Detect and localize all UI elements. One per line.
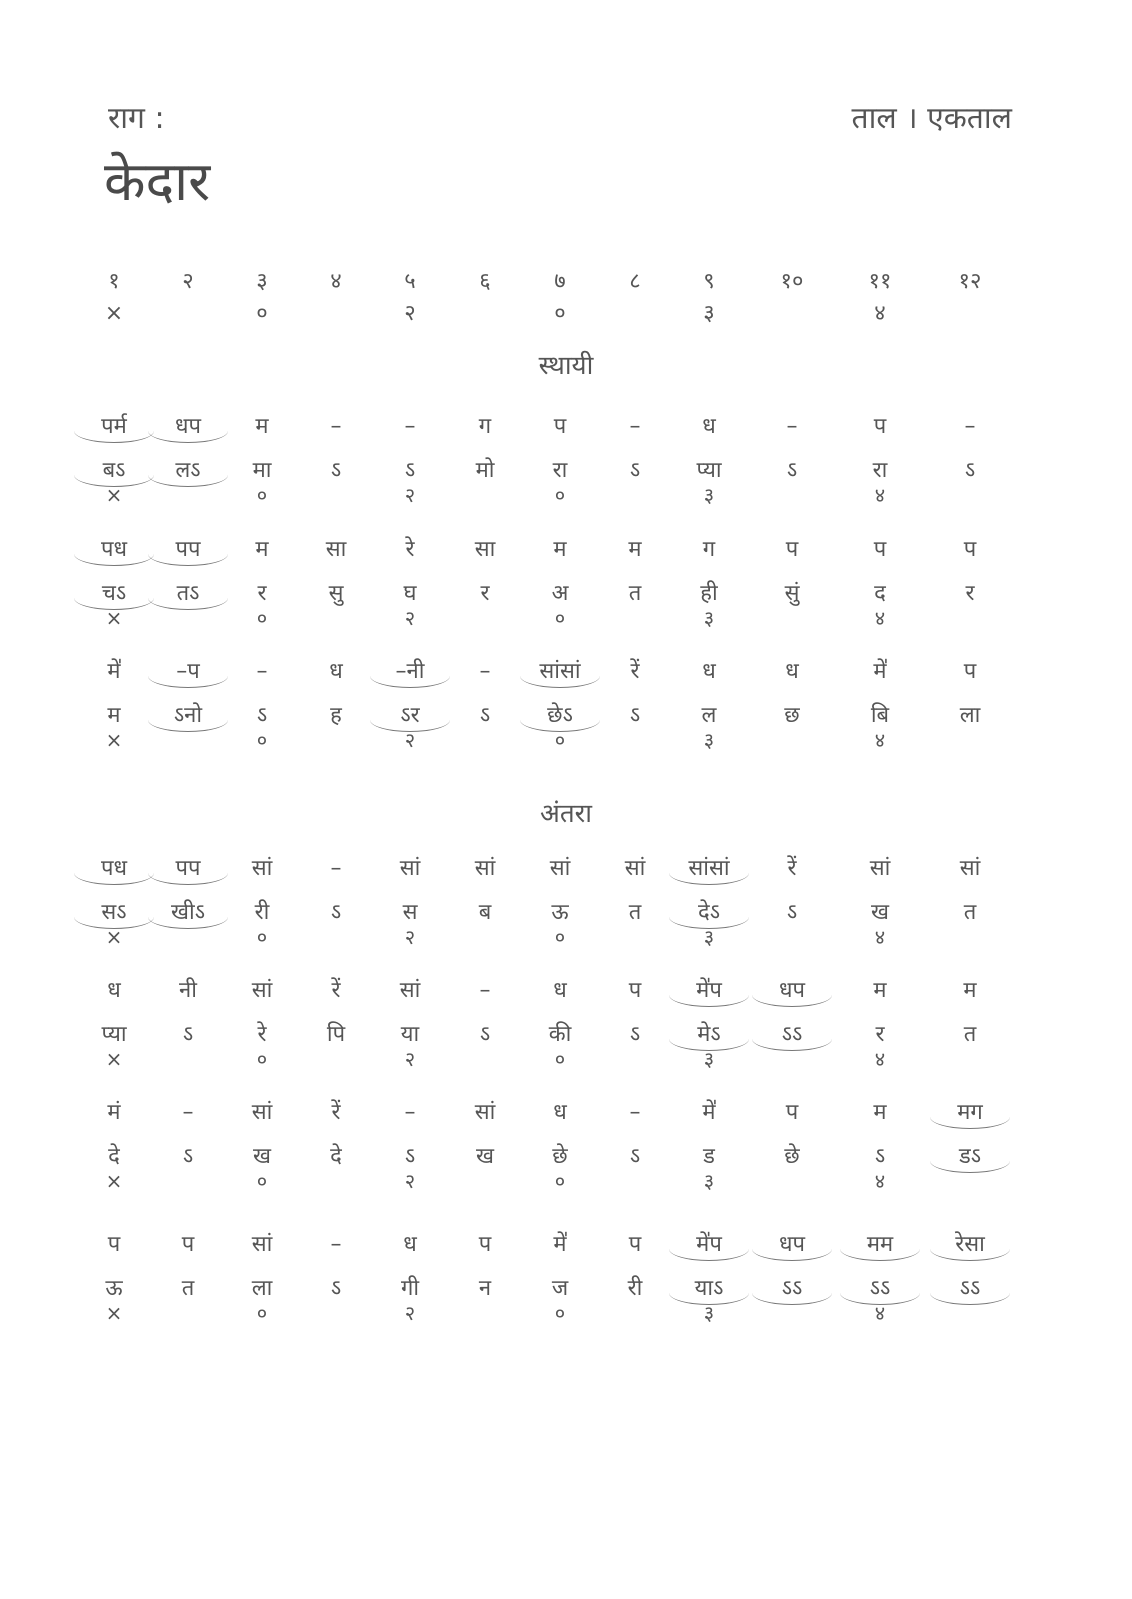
taal-mark: ० xyxy=(256,606,268,630)
bol-syllable: री xyxy=(254,900,270,925)
swar-note: रें xyxy=(331,1100,341,1125)
taal-mark: ३ xyxy=(703,483,715,507)
taal-mark: ० xyxy=(554,483,566,507)
beat-number: ९ xyxy=(703,269,715,294)
taal-mark: ० xyxy=(256,925,268,949)
taal-mark: २ xyxy=(404,1169,416,1193)
swar-note: रें xyxy=(630,659,640,684)
swar-note: ध xyxy=(553,1100,567,1125)
beat-number: १२ xyxy=(958,269,982,294)
swar-note: मे॑ xyxy=(702,1100,716,1125)
swar-note: म xyxy=(873,978,887,1003)
taal-mark: ४ xyxy=(874,1301,886,1325)
swar-note: मे॑ xyxy=(873,659,887,684)
bol-syllable: ला xyxy=(959,703,981,728)
beat-number: ५ xyxy=(404,269,416,294)
bol-syllable: मो xyxy=(475,458,495,483)
taal-mark: २ xyxy=(404,606,416,630)
swar-note: –नी xyxy=(370,658,450,688)
taal-mark: × xyxy=(105,1047,123,1071)
swar-note: सां xyxy=(474,1100,496,1125)
swar-note: रे xyxy=(405,537,415,562)
taal-mark: ० xyxy=(554,1047,566,1071)
bol-syllable: र xyxy=(257,581,267,606)
bol-syllable: त xyxy=(963,900,977,925)
swar-note: – xyxy=(964,414,976,439)
taal-mark: २ xyxy=(404,483,416,507)
swar-note: म xyxy=(628,537,642,562)
swar-row xyxy=(0,658,1132,688)
swar-note: नी xyxy=(179,978,197,1003)
bol-syllable: ऽ xyxy=(629,1144,641,1169)
bol-syllable: न xyxy=(478,1276,492,1301)
swar-note: सां xyxy=(399,978,421,1003)
bol-syllable: द xyxy=(874,581,886,606)
taal-mark: ४ xyxy=(874,301,886,326)
beat-number: ७ xyxy=(554,269,566,294)
taal-mark: ० xyxy=(256,728,268,752)
bol-syllable: ऽ xyxy=(629,703,641,728)
bol-syllable: त xyxy=(628,581,642,606)
beat-number: ८ xyxy=(629,269,641,294)
beat-number: २ xyxy=(182,269,194,294)
bol-syllable: ऽ xyxy=(182,1022,194,1047)
bol-syllable: याऽ xyxy=(669,1275,749,1305)
swar-note: सां xyxy=(474,856,496,881)
taal-mark: ० xyxy=(256,483,268,507)
swar-row xyxy=(0,977,1132,1007)
bol-syllable: ऽऽ xyxy=(752,1275,832,1305)
swar-note: ध xyxy=(702,414,716,439)
swar-note: धप xyxy=(148,413,228,443)
swar-note: सां xyxy=(251,978,273,1003)
taal-mark: ० xyxy=(554,1169,566,1193)
swar-note: प xyxy=(181,1232,195,1257)
swar-note: प xyxy=(873,414,887,439)
bol-syllable: खीऽ xyxy=(148,899,228,929)
taal-mark: ० xyxy=(554,301,566,326)
bol-syllable: ऽ xyxy=(786,458,798,483)
bol-syllable: छ xyxy=(784,703,800,728)
swar-note: ग xyxy=(702,537,716,562)
bol-syllable: की xyxy=(548,1022,572,1047)
bol-syllable: ख xyxy=(871,900,889,925)
swar-note: मं xyxy=(107,1100,121,1125)
swar-note: – xyxy=(256,659,268,684)
beat-number-row xyxy=(0,268,1132,298)
bol-syllable: लऽ xyxy=(148,457,228,487)
swar-note: – xyxy=(479,978,491,1003)
taal-mark: × xyxy=(105,925,123,949)
bol-syllable: मा xyxy=(252,458,272,483)
bol-syllable: ऽनो xyxy=(148,702,228,732)
taal-mark-row xyxy=(0,300,1132,330)
taal-mark-row xyxy=(0,923,1132,953)
taal-mark: × xyxy=(105,1169,123,1193)
swar-note: म xyxy=(255,537,269,562)
swar-note: पप xyxy=(148,536,228,566)
swar-note: प xyxy=(873,537,887,562)
swar-note: धप xyxy=(752,977,832,1007)
swar-note: सांसां xyxy=(669,855,749,885)
swar-note: – xyxy=(629,414,641,439)
swar-note: सां xyxy=(251,1100,273,1125)
raag-name: केदार xyxy=(104,150,211,213)
taal-mark: २ xyxy=(404,1301,416,1325)
taal-mark-row xyxy=(0,604,1132,634)
swar-note: म xyxy=(963,978,977,1003)
bol-syllable: ऽ xyxy=(182,1144,194,1169)
beat-number: ११ xyxy=(868,269,892,294)
bol-syllable: ब xyxy=(478,900,492,925)
taal-mark: × xyxy=(105,1301,123,1325)
bol-syllable: ख xyxy=(253,1144,271,1169)
swar-row xyxy=(0,1099,1132,1129)
swar-note: मे॑प xyxy=(669,977,749,1007)
bol-syllable: ड xyxy=(703,1144,715,1169)
bol-syllable: ला xyxy=(251,1276,273,1301)
taal-mark: ० xyxy=(256,301,268,326)
taal-mark: ३ xyxy=(703,728,715,752)
swar-note: सां xyxy=(549,856,571,881)
swar-note: सां xyxy=(251,1232,273,1257)
taal-mark: २ xyxy=(404,301,416,326)
swar-note: म xyxy=(873,1100,887,1125)
taal-mark-row xyxy=(0,481,1132,511)
swar-note: सा xyxy=(325,537,347,562)
swar-note: म xyxy=(553,537,567,562)
bol-syllable: मेऽ xyxy=(669,1021,749,1051)
bol-syllable: छेऽ xyxy=(520,702,600,732)
swar-note: ध xyxy=(403,1232,417,1257)
bol-syllable: ऽ xyxy=(964,458,976,483)
swar-note: ध xyxy=(329,659,343,684)
swar-note: – xyxy=(330,1232,342,1257)
taal-mark: २ xyxy=(404,1047,416,1071)
taal-mark-row xyxy=(0,1299,1132,1329)
bol-syllable: चऽ xyxy=(74,580,154,610)
bol-syllable: डऽ xyxy=(930,1143,1010,1173)
bol-syllable: ऽ xyxy=(330,458,342,483)
bol-syllable: छे xyxy=(784,1144,800,1169)
bol-syllable: ऽ xyxy=(479,1022,491,1047)
bol-syllable: र xyxy=(875,1022,885,1047)
taal-mark: ३ xyxy=(703,1301,715,1325)
swar-note: प xyxy=(785,537,799,562)
taal-mark: × xyxy=(105,728,123,752)
swar-note: प xyxy=(963,537,977,562)
bol-syllable: त xyxy=(963,1022,977,1047)
swar-row xyxy=(0,536,1132,566)
bol-syllable: गी xyxy=(400,1276,420,1301)
bol-syllable: प्या xyxy=(101,1022,127,1047)
swar-note: मग xyxy=(930,1099,1010,1129)
bol-syllable: ही xyxy=(700,581,718,606)
taal-mark: ० xyxy=(256,1301,268,1325)
swar-note: सा xyxy=(474,537,496,562)
bol-syllable: ऽऽ xyxy=(752,1021,832,1051)
taal-mark: × xyxy=(104,301,124,326)
taal-mark: ० xyxy=(256,1047,268,1071)
bol-syllable: ऊ xyxy=(551,900,569,925)
taal-mark: ४ xyxy=(874,728,886,752)
swar-note: – xyxy=(629,1100,641,1125)
swar-note: प xyxy=(478,1232,492,1257)
swar-note: ध xyxy=(702,659,716,684)
bol-syllable: पि xyxy=(326,1022,346,1047)
beat-number: १ xyxy=(108,269,120,294)
bol-syllable: तऽ xyxy=(148,580,228,610)
taal-mark: ० xyxy=(554,606,566,630)
taal-mark: ४ xyxy=(874,483,886,507)
swar-row xyxy=(0,1231,1132,1261)
swar-note: मम xyxy=(840,1231,920,1261)
swar-note: प xyxy=(553,414,567,439)
bol-syllable: अ xyxy=(551,581,569,606)
taal-mark: ३ xyxy=(703,1169,715,1193)
swar-note: रें xyxy=(331,978,341,1003)
bol-syllable: सु xyxy=(328,581,344,606)
swar-note: पध xyxy=(74,536,154,566)
swar-note: ध xyxy=(553,978,567,1003)
bol-syllable: ऽ xyxy=(330,900,342,925)
bol-syllable: ऽ xyxy=(629,458,641,483)
swar-note: पध xyxy=(74,855,154,885)
swar-note: रें xyxy=(787,856,797,881)
bol-syllable: र xyxy=(965,581,975,606)
swar-note: सां xyxy=(959,856,981,881)
taal-mark: ० xyxy=(256,1169,268,1193)
swar-note: ग xyxy=(478,414,492,439)
taal-mark: ० xyxy=(554,925,566,949)
swar-note: प xyxy=(628,978,642,1003)
bol-syllable: रा xyxy=(552,458,568,483)
swar-note: सां xyxy=(869,856,891,881)
bol-syllable: दे xyxy=(330,1144,342,1169)
bol-syllable: बि xyxy=(870,703,890,728)
bol-syllable: री xyxy=(627,1276,643,1301)
bol-syllable: ऽऽ xyxy=(840,1275,920,1305)
bol-syllable: सऽ xyxy=(74,899,154,929)
bol-syllable: सुं xyxy=(784,581,800,606)
section-title: स्थायी xyxy=(538,351,594,381)
taal-mark-row xyxy=(0,726,1132,756)
bol-syllable: प्या xyxy=(696,458,722,483)
beat-number: ४ xyxy=(330,269,342,294)
bol-syllable: ऽ xyxy=(479,703,491,728)
bol-syllable: ख xyxy=(476,1144,494,1169)
bol-syllable: ज xyxy=(551,1276,569,1301)
swar-note: – xyxy=(479,659,491,684)
taal-mark: × xyxy=(105,606,123,630)
bol-syllable: रा xyxy=(872,458,888,483)
taal-label: ताल । एकताल xyxy=(851,101,1012,136)
bol-syllable: ऊ xyxy=(105,1276,123,1301)
bol-syllable: त xyxy=(181,1276,195,1301)
swar-note: प xyxy=(107,1232,121,1257)
taal-mark: ३ xyxy=(703,1047,715,1071)
swar-note: – xyxy=(404,414,416,439)
bol-syllable: या xyxy=(400,1022,420,1047)
bol-syllable: ऽ xyxy=(786,900,798,925)
bol-syllable: म xyxy=(107,703,121,728)
bol-syllable: बऽ xyxy=(74,457,154,487)
raag-label: राग : xyxy=(108,101,165,136)
swar-note: – xyxy=(330,856,342,881)
swar-note: – xyxy=(330,414,342,439)
swar-note: म xyxy=(255,414,269,439)
swar-note: सां xyxy=(399,856,421,881)
taal-mark: ४ xyxy=(874,606,886,630)
taal-mark: ४ xyxy=(874,1169,886,1193)
taal-mark: २ xyxy=(404,925,416,949)
beat-number: १० xyxy=(780,269,804,294)
swar-note: ध xyxy=(107,978,121,1003)
taal-mark-row xyxy=(0,1167,1132,1197)
bol-syllable: दे xyxy=(108,1144,120,1169)
taal-mark: २ xyxy=(404,728,416,752)
beat-number: ३ xyxy=(256,269,268,294)
taal-mark: ० xyxy=(554,1301,566,1325)
bol-syllable: ऽ xyxy=(256,703,268,728)
taal-mark: ३ xyxy=(703,925,715,949)
bol-syllable: ह xyxy=(330,703,342,728)
taal-mark: ४ xyxy=(874,1047,886,1071)
swar-row xyxy=(0,413,1132,443)
swar-note: – xyxy=(786,414,798,439)
bol-syllable: ऽ xyxy=(330,1276,342,1301)
bol-syllable: ऽ xyxy=(629,1022,641,1047)
bol-syllable: स xyxy=(402,900,418,925)
bol-syllable: ऽ xyxy=(404,458,416,483)
swar-note: सां xyxy=(624,856,646,881)
beat-number: ६ xyxy=(479,269,491,294)
taal-mark: ३ xyxy=(703,606,715,630)
swar-note: –प xyxy=(148,658,228,688)
swar-note: पप xyxy=(148,855,228,885)
bol-syllable: देऽ xyxy=(669,899,749,929)
swar-note: सांसां xyxy=(520,658,600,688)
swar-note: मे॑ xyxy=(553,1232,567,1257)
swar-note: पर्म xyxy=(74,413,154,443)
bol-syllable: ऽ xyxy=(404,1144,416,1169)
section-title: अंतरा xyxy=(539,799,593,829)
swar-note: प xyxy=(963,659,977,684)
bol-syllable: ऽऽ xyxy=(930,1275,1010,1305)
swar-note: मे॑ xyxy=(107,659,121,684)
swar-note: सां xyxy=(251,856,273,881)
swar-note: प xyxy=(785,1100,799,1125)
swar-note: – xyxy=(404,1100,416,1125)
bol-syllable: ऽ xyxy=(874,1144,886,1169)
taal-mark: ३ xyxy=(703,301,715,326)
bol-syllable: त xyxy=(628,900,642,925)
taal-mark: ४ xyxy=(874,925,886,949)
swar-note: रेसा xyxy=(930,1231,1010,1261)
swar-note: – xyxy=(182,1100,194,1125)
swar-note: मे॑प xyxy=(669,1231,749,1261)
bol-syllable: र xyxy=(480,581,490,606)
swar-note: धप xyxy=(752,1231,832,1261)
swar-note: ध xyxy=(785,659,799,684)
taal-mark-row xyxy=(0,1045,1132,1075)
bol-syllable: ल xyxy=(701,703,717,728)
bol-syllable: छे xyxy=(552,1144,568,1169)
bol-syllable: घ xyxy=(403,581,417,606)
taal-mark: × xyxy=(105,483,123,507)
bol-syllable: ऽर xyxy=(370,702,450,732)
swar-row xyxy=(0,855,1132,885)
bol-syllable: रे xyxy=(257,1022,267,1047)
taal-mark: ० xyxy=(554,728,566,752)
swar-note: प xyxy=(628,1232,642,1257)
